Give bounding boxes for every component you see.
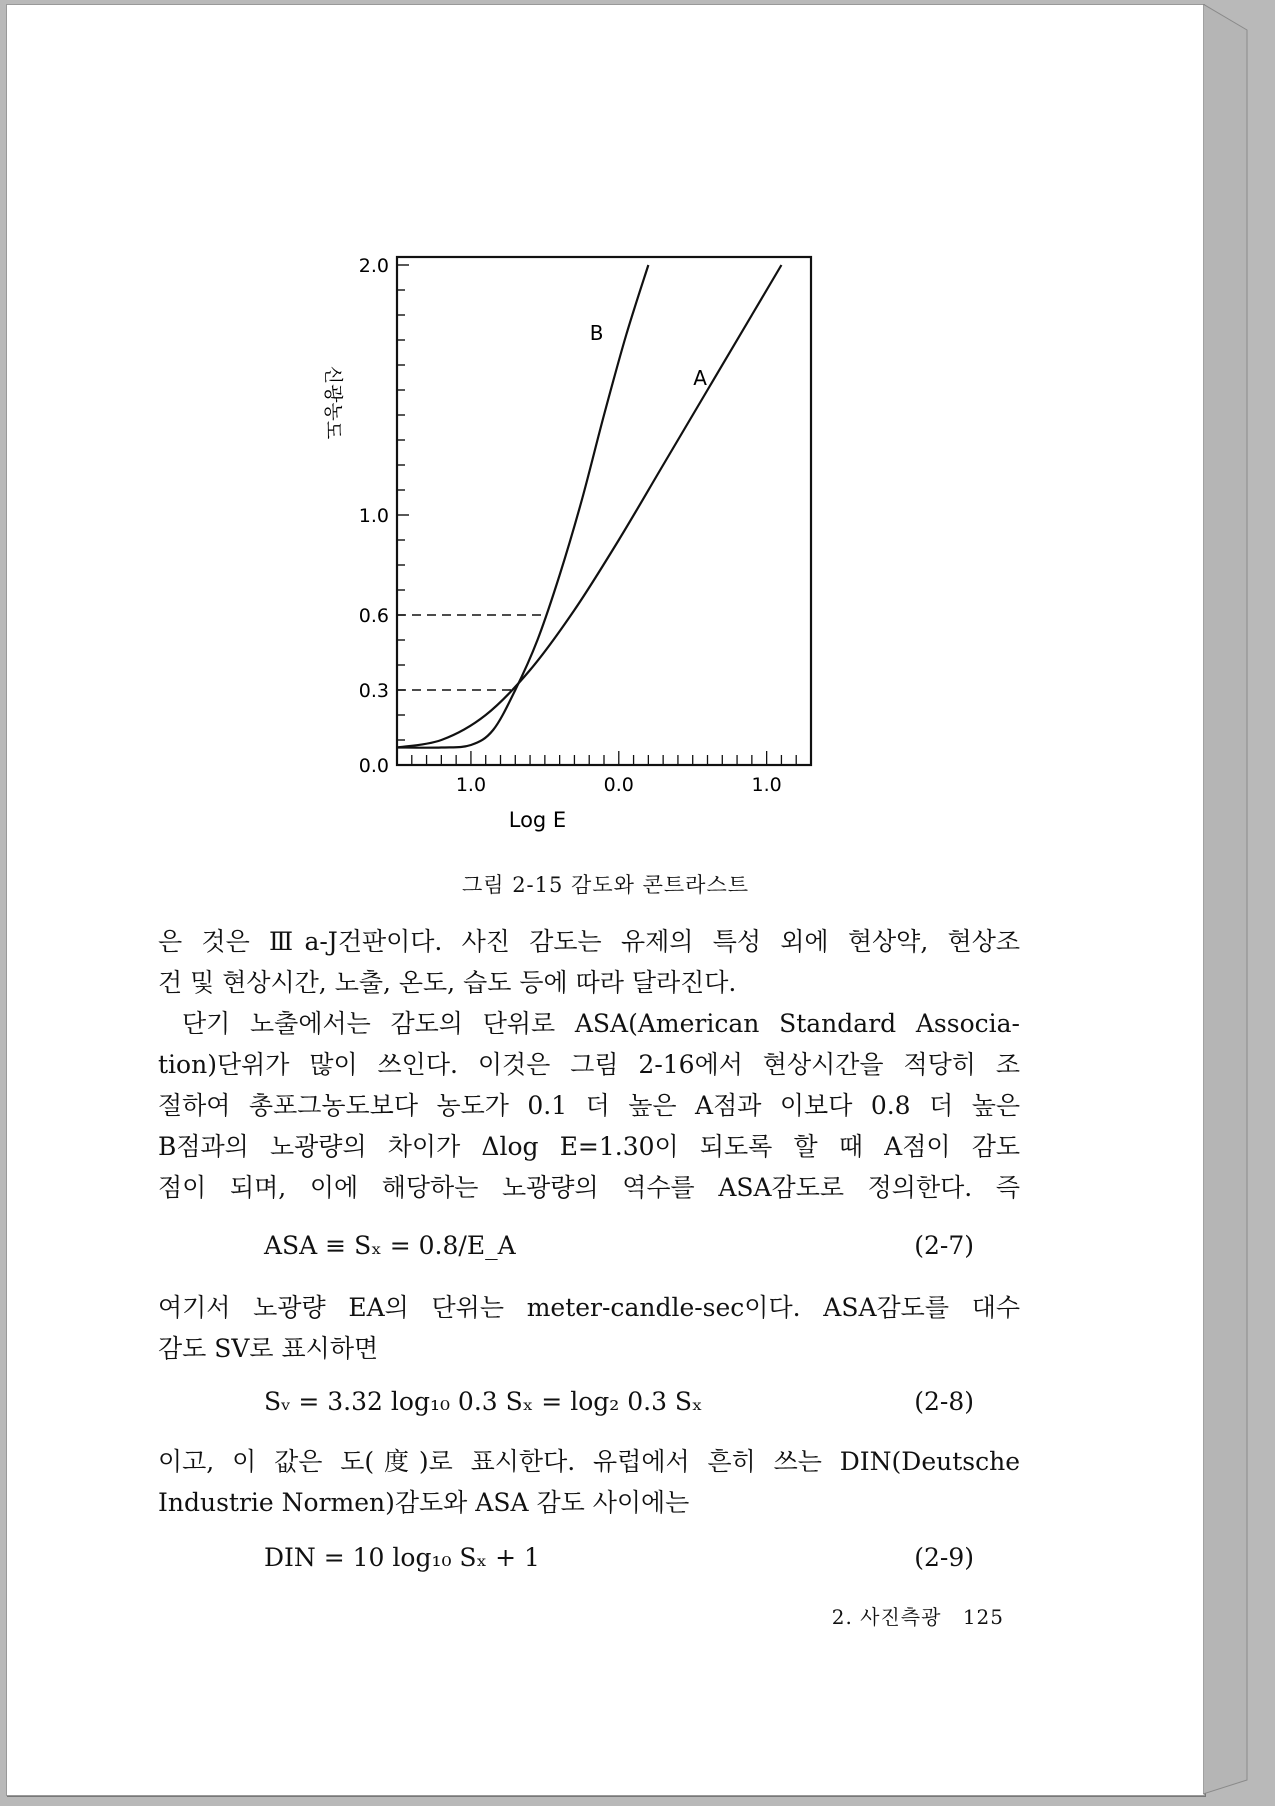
x-axis-title: Log E <box>508 808 567 832</box>
paragraph-4 <box>158 1441 1020 1523</box>
book-page <box>6 4 1205 1796</box>
text-line: 단기 노출에서는 감도의 단위로 ASA(American Standard Associa- <box>182 1009 1020 1038</box>
paragraph-3 <box>158 1287 1020 1369</box>
text-line: B점과의 노광량의 차이가 Δlog E=1.30이 되도록 할 때 A점이 감도 <box>158 1132 1020 1161</box>
text-line: Industrie Normen)감도와 ASA 감도 사이에는 <box>158 1488 690 1517</box>
plot-frame <box>397 257 811 765</box>
text-line: 점이 되며, 이에 해당하는 노광량의 역수를 ASA감도로 정의한다. 즉 <box>158 1173 1020 1202</box>
y-tick-label: 2.0 <box>358 255 389 277</box>
characteristic-curve-chart <box>297 255 837 855</box>
curve-b <box>397 265 648 748</box>
equation-expression: DIN = 10 log₁₀ Sₓ + 1 <box>264 1543 540 1572</box>
running-head: 2. 사진측광 <box>831 1605 942 1629</box>
text-line: 건 및 현상시간, 노출, 온도, 습도 등에 따라 달라진다. <box>158 968 737 997</box>
text-line: 여기서 노광량 EA의 단위는 meter-candle-sec이다. ASA감도를 대수 <box>158 1293 1020 1322</box>
page-number: 125 <box>962 1605 1004 1629</box>
page-footer <box>818 1601 1004 1630</box>
x-tick-label: 1.0 <box>751 774 782 796</box>
equation-2-7 <box>264 1231 974 1271</box>
characteristic-curve-figure <box>297 255 837 895</box>
y-tick-label: 0.6 <box>358 605 389 627</box>
equation-number: (2-8) <box>914 1387 974 1416</box>
y-tick-label: 1.0 <box>358 505 389 527</box>
paragraph-2 <box>158 1003 1020 1208</box>
equation-2-9 <box>264 1543 974 1583</box>
paragraph-1 <box>158 921 1020 1003</box>
figure-caption: 그림 2-15 감도와 콘트라스트 <box>461 873 750 897</box>
text-line: 은 것은 Ⅲa-J건판이다. 사진 감도는 유제의 특성 외에 현상약, 현상조 <box>158 927 1020 956</box>
equation-expression: ASA ≡ Sₓ = 0.8/E_A <box>264 1231 516 1260</box>
equation-number: (2-7) <box>914 1231 974 1260</box>
curve-label-b: B <box>589 321 604 345</box>
equation-expression: Sᵥ = 3.32 log₁₀ 0.3 Sₓ = log₂ 0.3 Sₓ <box>264 1387 703 1416</box>
y-axis-title: 신광농도 <box>322 365 344 440</box>
y-tick-label: 0.0 <box>358 755 389 777</box>
x-tick-label: 1.0 <box>455 774 487 796</box>
x-tick-label: 0.0 <box>603 774 634 796</box>
text-line: 감도 SV로 표시하면 <box>158 1334 379 1363</box>
equation-2-8 <box>264 1387 974 1427</box>
text-line: 절하여 총포그농도보다 농도가 0.1 더 높은 A점과 이보다 0.8 더 높은 <box>158 1091 1020 1120</box>
y-tick-label: 0.3 <box>358 680 389 702</box>
text-line: 이고, 이 값은 도(度)로 표시한다. 유럽에서 흔히 쓰는 DIN(Deutsche <box>158 1447 1020 1476</box>
equation-number: (2-9) <box>914 1543 974 1572</box>
text-line: tion)단위가 많이 쓰인다. 이것은 그림 2-16에서 현상시간을 적당히 조 <box>158 1050 1020 1079</box>
curve-label-a: A <box>693 366 707 390</box>
